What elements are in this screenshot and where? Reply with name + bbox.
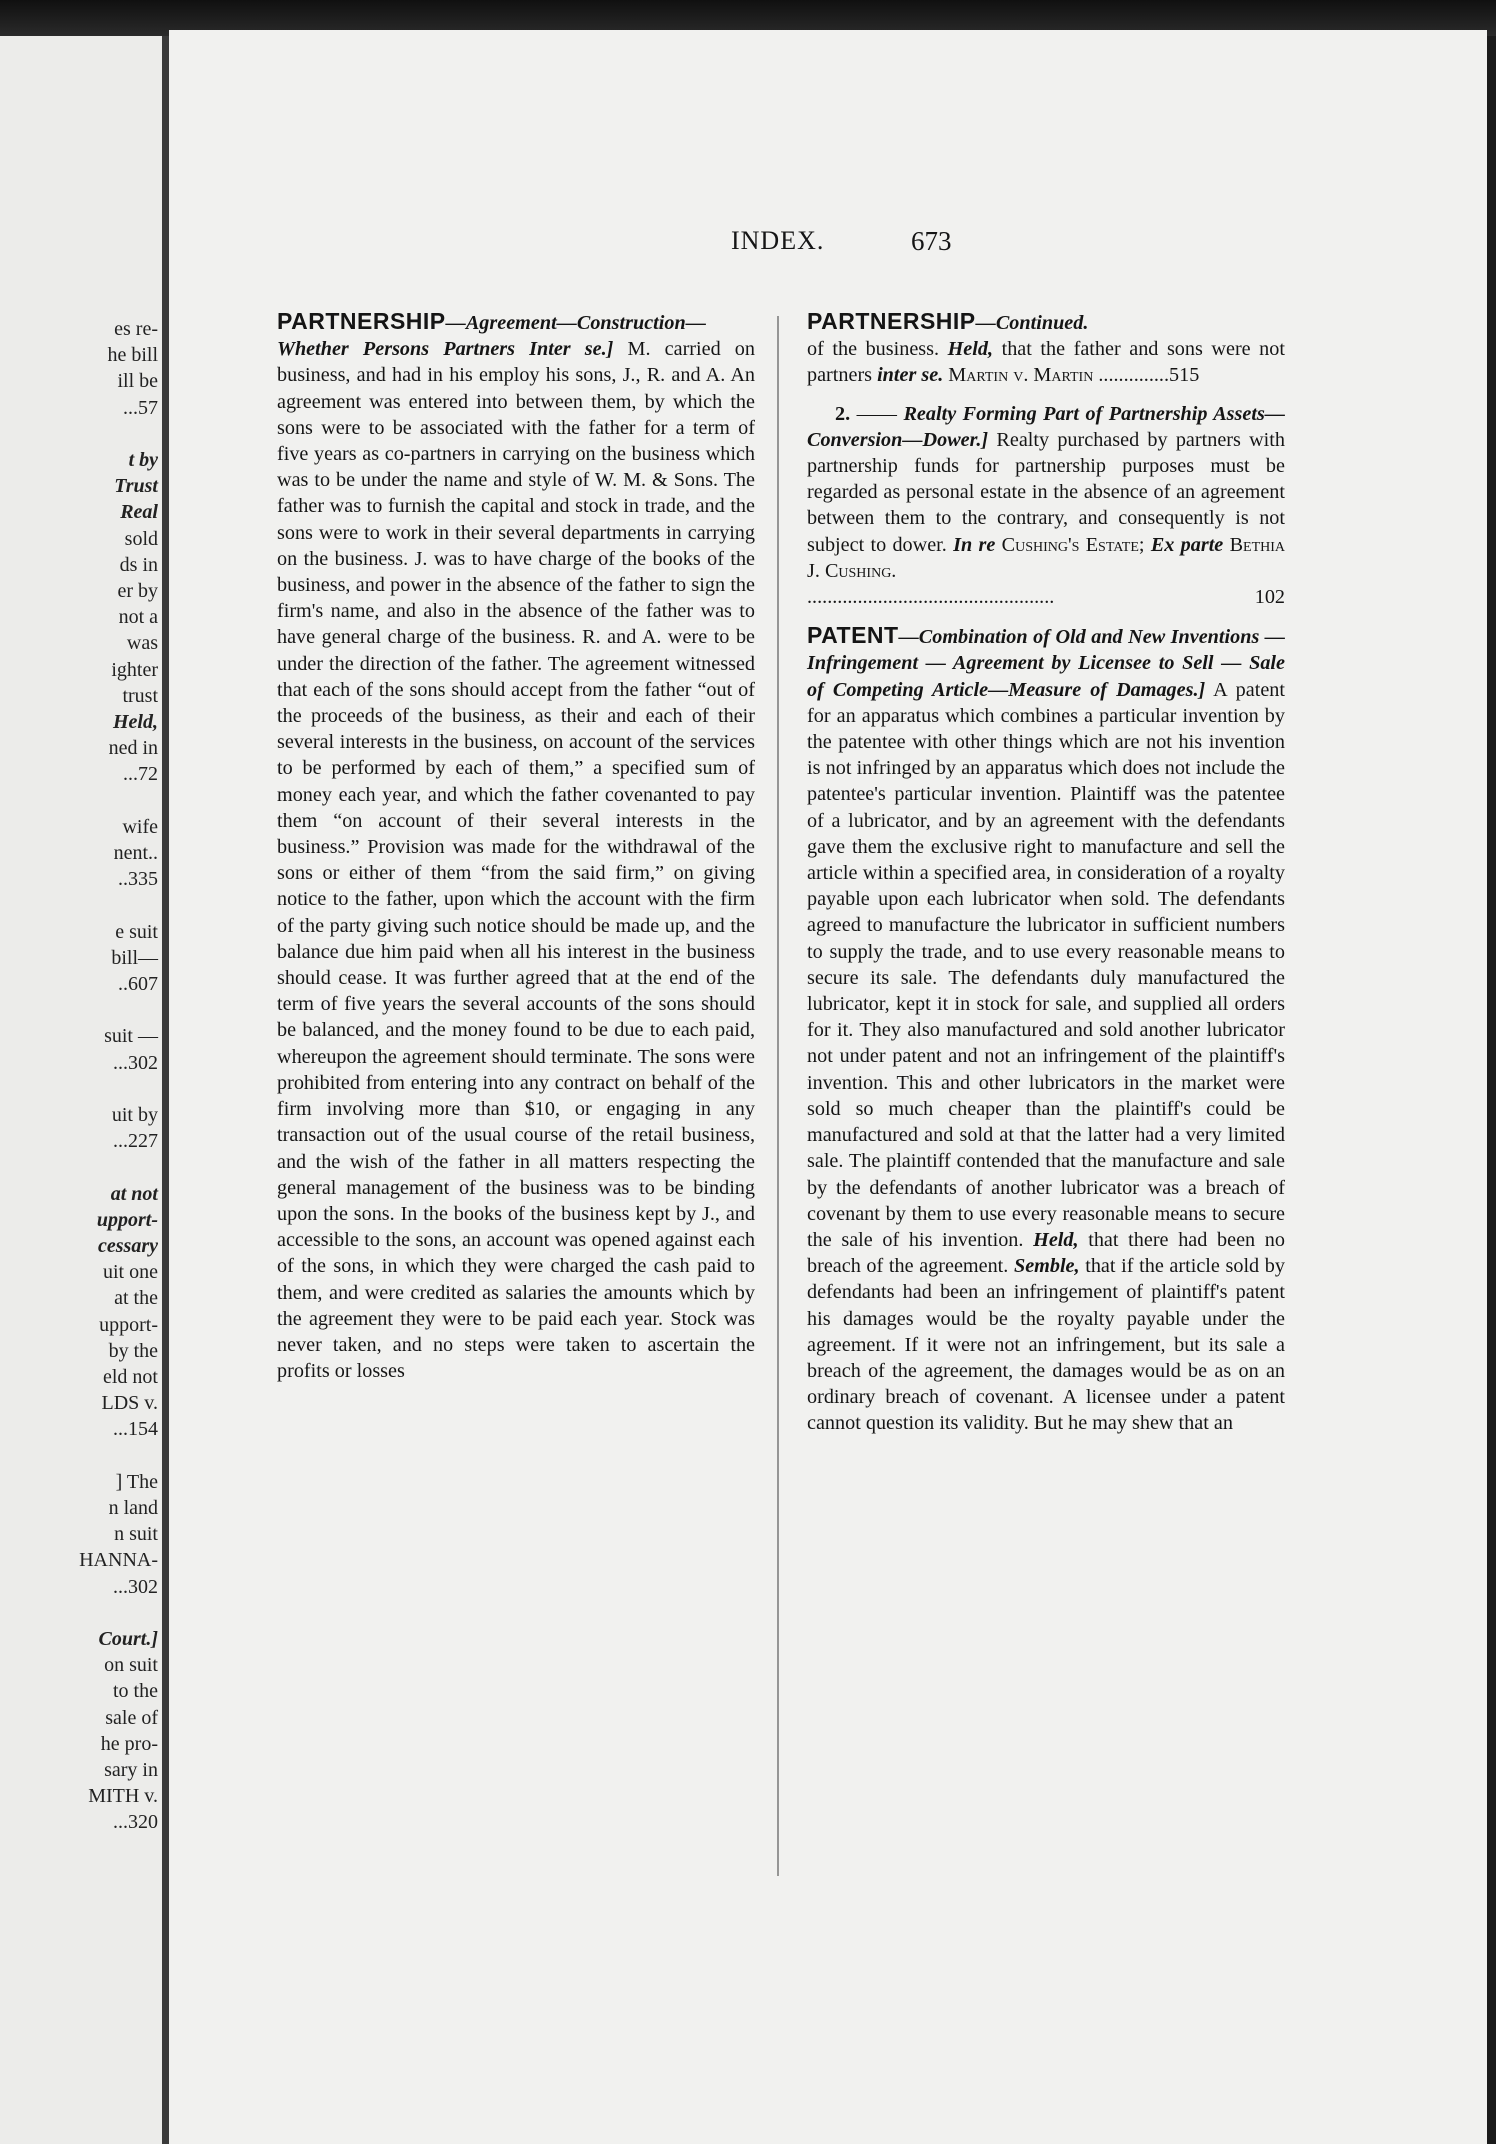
facing-page-line: sary in: [104, 1759, 158, 1781]
facing-page-line: bill—: [111, 946, 158, 969]
entry-subject: —Agreement—Construction—Whether Persons Partners Inter se.]: [277, 312, 706, 361]
right-column: [807, 308, 1285, 1449]
facing-page-line: HANNA-: [79, 1549, 158, 1572]
entry-body: that there had been no breach of the agreement.: [807, 1228, 1285, 1278]
facing-page-line: Trust: [114, 475, 158, 498]
facing-page-line: Real: [120, 501, 158, 524]
entry-number: 2.: [835, 402, 851, 425]
page-header: [169, 226, 1487, 266]
facing-page-line: uit by: [111, 1104, 158, 1126]
facing-page-line: MITH v.: [88, 1785, 158, 1808]
in-re-term: In re: [953, 533, 996, 556]
index-entry-partnership: [277, 308, 755, 1384]
facing-page-line: ds in: [119, 553, 158, 576]
facing-page-line: ..607: [118, 973, 158, 995]
left-column: [277, 308, 755, 1396]
facing-page-line: he pro-: [100, 1732, 158, 1755]
facing-page-line: n suit: [114, 1523, 158, 1546]
case-page-ref: 515: [1169, 364, 1200, 387]
facing-page-line: was: [126, 632, 158, 655]
facing-page-line: Held,: [113, 711, 158, 733]
facing-page-line: sold: [124, 527, 158, 550]
held-label: Held,: [947, 338, 994, 361]
leader-dots: ..............: [1098, 364, 1170, 387]
facing-page-line: ...302: [113, 1051, 158, 1074]
case-citation: Cushing's Estate;: [995, 533, 1151, 556]
facing-page-line: nent..: [113, 842, 158, 864]
continued-headword: PARTNERSHIP: [807, 308, 976, 334]
entry-body: Realty purchased by partners with partnership funds for partnership purposes must be regarded as personal estate in the absence of an agreement between them to the contrary, and consequently is not subject to dower.: [807, 428, 1285, 556]
facing-page-line: ...154: [113, 1418, 158, 1441]
facing-page-line: t by: [128, 449, 158, 471]
facing-page-line: ...57: [123, 396, 158, 419]
headword: PARTNERSHIP: [277, 308, 446, 334]
facing-page-line: ] The: [115, 1470, 158, 1493]
facing-page-line: sale of: [105, 1706, 158, 1729]
facing-page-line: ill be: [117, 370, 158, 393]
case-citation: Bethia J. Cushing.: [807, 533, 1286, 582]
facing-page-line: by the: [108, 1339, 158, 1362]
semble-label: Semble,: [1013, 1255, 1080, 1278]
facing-page-line: uit one: [103, 1261, 158, 1284]
facing-page-line: at not: [110, 1182, 158, 1205]
index-entry-realty: [807, 401, 1285, 611]
facing-page-line: e suit: [115, 920, 158, 943]
facing-page-line: Court.]: [98, 1628, 158, 1650]
case-page-ref: 102: [1253, 584, 1285, 610]
facing-page-line: upport-: [99, 1313, 158, 1336]
entry-subject: Realty Forming Part of Partnership Assets—Conversion—Dower.]: [807, 402, 1285, 451]
entry-text: of the business.: [807, 338, 948, 361]
inter-se-term: inter se.: [877, 364, 944, 387]
facing-page-line: to the: [113, 1680, 158, 1703]
facing-page-line: ned in: [108, 737, 158, 760]
facing-page-line: ...302: [113, 1575, 158, 1598]
continued-label: —Continued.: [975, 312, 1089, 334]
entry-text: that the father and sons were not partners: [807, 338, 1285, 387]
headword: PATENT: [807, 622, 899, 649]
facing-page-line: n land: [108, 1497, 158, 1519]
facing-page-line: es re-: [114, 318, 158, 340]
entry-dash: ——: [850, 402, 904, 425]
facing-page-fragment: [0, 36, 169, 2144]
facing-page-line: not a: [118, 606, 158, 629]
facing-page-line: LDS v.: [101, 1392, 158, 1415]
entry-subject: —Combination of Old and New Inventions — Infringement — Agreement by Licensee to Sell — Sale of Competing Article—Measure of Damages.]: [807, 626, 1285, 701]
facing-page-line: suit —: [104, 1025, 158, 1048]
index-page: [169, 30, 1487, 2144]
running-head: INDEX.: [731, 226, 825, 255]
facing-page-line: he bill: [107, 344, 158, 367]
entry-body: M. carried on business, and had in his employ his sons, J., R. and A. An agreement was entered into between them, by which the sons were to be associated with the father for a term of five years as co-partners in carrying on the business which was to be under the name and style of W. M. & Sons. The father was to furnish the capital and stock in trade, and the sons were to work in their several departments in carrying on the business. J. was to have charge of the books of the business, and power in the absence of the father to sign the firm's name, and also in the absence of the father was to have general charge of the business. R. and A. were to be under the direction of the father. The agreement witnessed that each of the sons should accept from the father “out of the proceeds of the business, as their and each of their several interests in the business, on account of the services to be performed by each of them,” a specified sum of money each year, and which the father covenanted to pay them “on account of their several interests in the business.” Provision was made for the withdrawal of the sons or either of them “from the said firm,” on giving notice to the father, upon which the account with the firm of the party giving such notice should be made up, and the balance due him paid when all his interest in the business should cease. It was further agreed that at the end of the term of five years the several accounts of the sons should be balanced, and the money found to be due to each paid, whereupon the agreement should terminate. The sons were prohibited from entering into any contract on behalf of the firm involving more than $10, or engaging in any transaction out of the usual course of the retail business, and the wish of the father in all matters respecting the general management of the business was to be binding upon the sons. In the books of the business kept by J., and accessible to the sons, an account was opened against each of the sons, in which they were charged the cash paid to them, and were credited as salaries the amounts which by the agreement they were to be paid each year. Stock was never taken, and no steps were taken to ascertain the profits or losses: [277, 338, 755, 1383]
facing-page-line: trust: [122, 684, 158, 707]
page-number: 673: [911, 226, 952, 256]
facing-page-line: ...72: [123, 763, 158, 786]
entry-body: that if the article sold by defendants had been an infringement of plaintiff's patent his damages would be the royalty payable under the agreement. If it were not an infringement, but its sale a breach of the agreement, the damages would be as on an ordinary breach of covenant. A licensee under a patent cannot question its validity. But he may shew that an: [807, 1255, 1285, 1435]
facing-page-line: cessary: [98, 1235, 158, 1257]
leader-line: ................................................. 102: [807, 584, 1285, 610]
facing-page-line: ...227: [113, 1130, 158, 1153]
facing-page-line: upport-: [96, 1208, 158, 1231]
column-rule: [777, 316, 779, 1876]
facing-page-line: on suit: [104, 1654, 158, 1677]
ex-parte-term: Ex parte: [1150, 533, 1224, 556]
case-citation: Martin v. Martin: [948, 364, 1094, 387]
facing-page-line: wife: [122, 815, 158, 838]
index-entry-partnership-continued: [807, 308, 1285, 389]
entry-body: A patent for an apparatus which combines a particular invention by the patentee with other things which are not his invention is not infringed by an apparatus which does not include the patentee's particular invention. Plaintiff was the patentee of a lubricator, and by an agreement with the defendants gave them the exclusive right to manufacture and sell the article within a specified area, in consideration of a royalty payable upon each lubricator when sold. The defendants agreed to manufacture the lubricator in sufficient numbers to supply the trade, and to use every reasonable means to secure its sale. The defendants duly manufactured the lubricator, kept it in stock for sale, and supplied all orders for it. They also manufactured and sold another lubricator not under patent and not an infringement of the plaintiff's invention. This and other lubricators in the market were sold so much cheaper than the plaintiff's could be manufactured and sold at that the latter had a very limited sale. The plaintiff contended that the manufacture and sale by the defendants of another lubricator was a breach of covenant by them to use every reasonable means to secure the sale of his invention.: [807, 678, 1285, 1251]
facing-page-line: ighter: [111, 658, 158, 681]
facing-page-line: er by: [117, 580, 158, 602]
facing-page-line: ..335: [118, 868, 158, 891]
held-label: Held,: [1033, 1228, 1079, 1251]
facing-page-line: eld not: [103, 1366, 158, 1388]
index-entry-patent: [807, 622, 1285, 1436]
facing-page-line: ...320: [113, 1811, 158, 1834]
facing-page-line: at the: [114, 1287, 158, 1310]
